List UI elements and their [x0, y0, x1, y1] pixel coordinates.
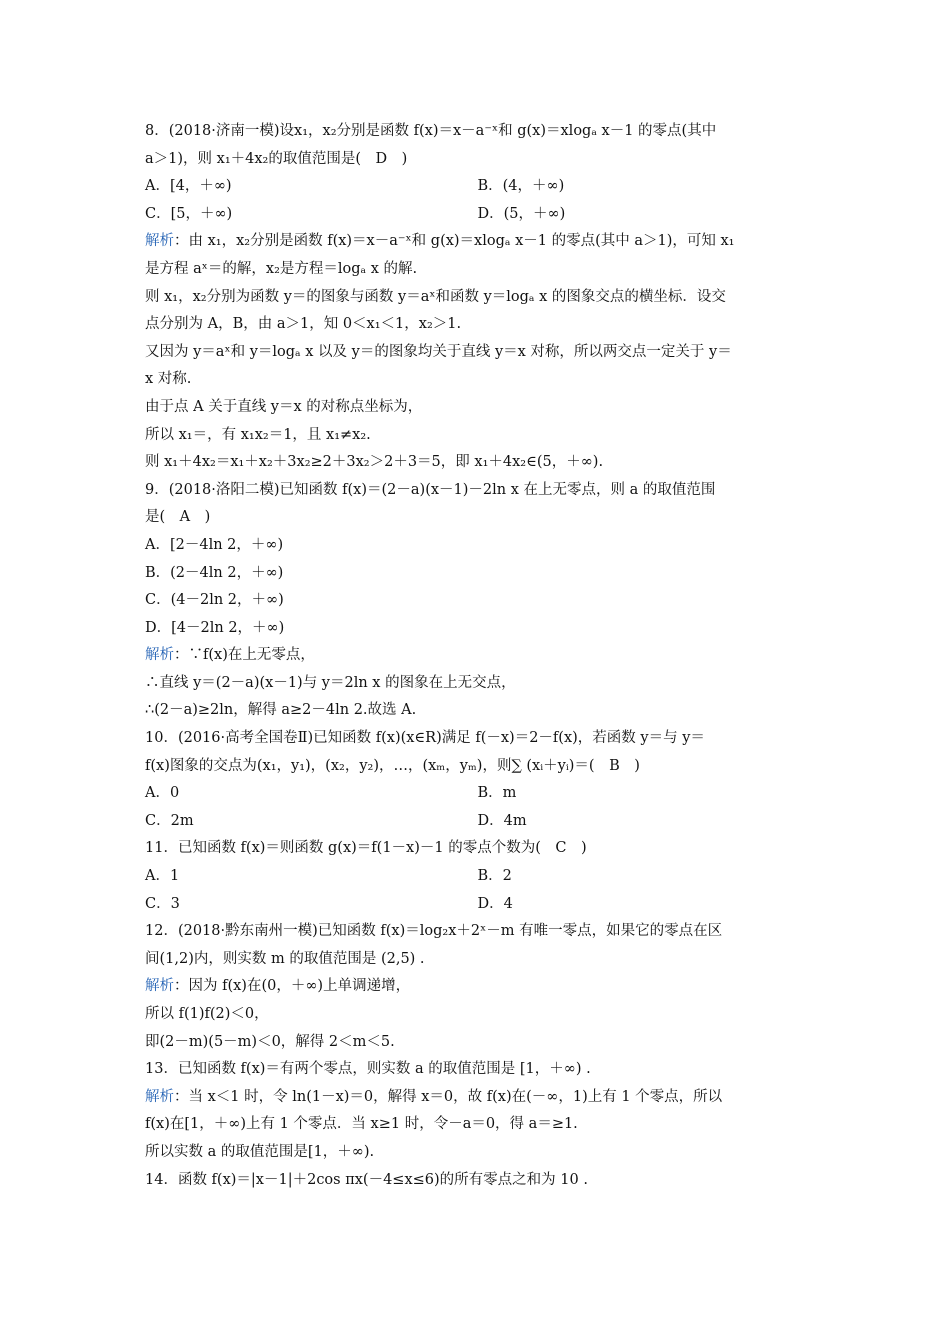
text-line: D．[4－2ln 2，＋∞) [145, 619, 285, 636]
answer-option: B．(4，＋∞) [477, 178, 565, 195]
document-body [145, 118, 810, 1194]
option-row [145, 173, 810, 201]
solution-text: ：∵f(x)在上无零点， [174, 647, 315, 664]
answer-option: C．3 [145, 895, 180, 912]
text-line: 由于点 A 关于直线 y＝x 的对称点坐标为， [145, 398, 423, 415]
solution-text: ：因为 f(x)在(0，＋∞)上单调递增， [174, 978, 411, 995]
text-line: f(x)图象的交点为(x₁，y₁)，(x₂，y₂)，…，(xₘ，yₘ)，则∑ (xᵢ＋yᵢ)＝( B ) [145, 757, 640, 774]
text-line: 8．(2018·济南一模)设x₁，x₂分别是函数 f(x)＝x－a⁻ˣ和 g(x)＝xlogₐ x－1 的零点(其中 [145, 123, 717, 139]
text-line: ∴(2－a)≥2ln，解得 a≥2－4ln 2.故选 A. [145, 702, 417, 719]
answer-option: D．4 [477, 895, 513, 912]
text-line: 12．(2018·黔东南州一模)已知函数 f(x)＝log₂x＋2ˣ－m 有唯一零点，如果它的零点在区 [145, 923, 723, 940]
text-line: 又因为 y＝aˣ和 y＝logₐ x 以及 y＝的图象均关于直线 y＝x 对称，所以两交点一定关于 y＝ [145, 343, 732, 360]
solution-label: 解析 [145, 647, 174, 664]
text-line: 所以 x₁＝，有 x₁x₂＝1，且 x₁≠x₂. [145, 426, 371, 443]
answer-option: C．[5，＋∞) [145, 205, 233, 222]
answer-option: D．(5，＋∞) [477, 205, 566, 222]
text-line: a＞1)，则 x₁＋4x₂的取值范围是( D ) [145, 150, 408, 167]
option-row [145, 808, 810, 836]
solution-label: 解析 [145, 1088, 174, 1105]
answer-option: B．2 [477, 868, 512, 885]
solution-line [145, 973, 810, 1001]
answer-option: D．4m [477, 812, 527, 829]
text-line: 13．已知函数 f(x)＝有两个零点，则实数 a 的取值范围是 [1，＋∞) . [145, 1061, 591, 1078]
solution-text: ：由 x₁，x₂分别是函数 f(x)＝x－a⁻ˣ和 g(x)＝xlogₐ x－1 的零点(其中 a＞1)，可知 x₁ [174, 233, 735, 250]
text-line: 则 x₁，x₂分别为函数 y＝的图象与函数 y＝aˣ和函数 y＝logₐ x 的图象交点的横坐标．设交 [145, 288, 726, 305]
solution-line [145, 228, 810, 256]
option-row [145, 780, 810, 808]
text-line: 14．函数 f(x)＝|x－1|＋2cos πx(－4≤x≤6)的所有零点之和为 10 . [145, 1171, 588, 1188]
text-line: B．(2－4ln 2，＋∞) [145, 564, 284, 581]
solution-label: 解析 [145, 978, 174, 995]
text-line: 11．已知函数 f(x)＝则函数 g(x)＝f(1－x)－1 的零点个数为( C ) [145, 840, 587, 857]
text-line: 所以 f(1)f(2)＜0， [145, 1006, 269, 1022]
solution-line [145, 1084, 810, 1112]
text-line: 9．(2018·洛阳二模)已知函数 f(x)＝(2－a)(x－1)－2ln x 在上无零点，则 a 的取值范围 [145, 481, 716, 498]
solution-text: ：当 x＜1 时，令 ln(1－x)＝0，解得 x＝0，故 f(x)在(－∞，1)上有 1 个零点，所以 [174, 1088, 723, 1105]
option-row [145, 863, 810, 891]
text-line: ∴直线 y＝(2－a)(x－1)与 y＝2ln x 的图象在上无交点， [145, 674, 516, 691]
option-row [145, 201, 810, 229]
text-line: 10．(2016·高考全国卷Ⅱ)已知函数 f(x)(x∈R)满足 f(－x)＝2－f(x)，若函数 y＝与 y＝ [145, 730, 705, 747]
text-line: 点分别为 A，B，由 a＞1，知 0＜x₁＜1，x₂＞1. [145, 316, 462, 333]
solution-line [145, 642, 810, 670]
text-line: 所以实数 a 的取值范围是[1，＋∞). [145, 1143, 375, 1160]
answer-option: A．[4，＋∞) [145, 178, 232, 195]
text-line: A．[2－4ln 2，＋∞) [145, 536, 284, 553]
answer-option: B．m [477, 785, 517, 802]
text-line: x 对称. [145, 371, 192, 388]
text-line: f(x)在[1，＋∞)上有 1 个零点．当 x≥1 时，令－a＝0，得 a＝≥1. [145, 1116, 578, 1133]
text-line: 间(1,2)内，则实数 m 的取值范围是 (2,5) . [145, 950, 425, 967]
text-line: 则 x₁＋4x₂＝x₁＋x₂＋3x₂≥2＋3x₂＞2＋3＝5，即 x₁＋4x₂∈(5，＋∞). [145, 454, 604, 471]
text-line: 是方程 aˣ＝的解，x₂是方程＝logₐ x 的解. [145, 260, 418, 277]
text-line: 即(2－m)(5－m)＜0，解得 2＜m＜5. [145, 1033, 395, 1050]
text-line: C．(4－2ln 2，＋∞) [145, 592, 284, 609]
solution-label: 解析 [145, 233, 174, 250]
answer-option: C．2m [145, 812, 194, 829]
answer-option: A．0 [145, 785, 180, 802]
text-line: 是( A ) [145, 509, 211, 526]
option-row [145, 891, 810, 919]
answer-option: A．1 [145, 868, 180, 885]
